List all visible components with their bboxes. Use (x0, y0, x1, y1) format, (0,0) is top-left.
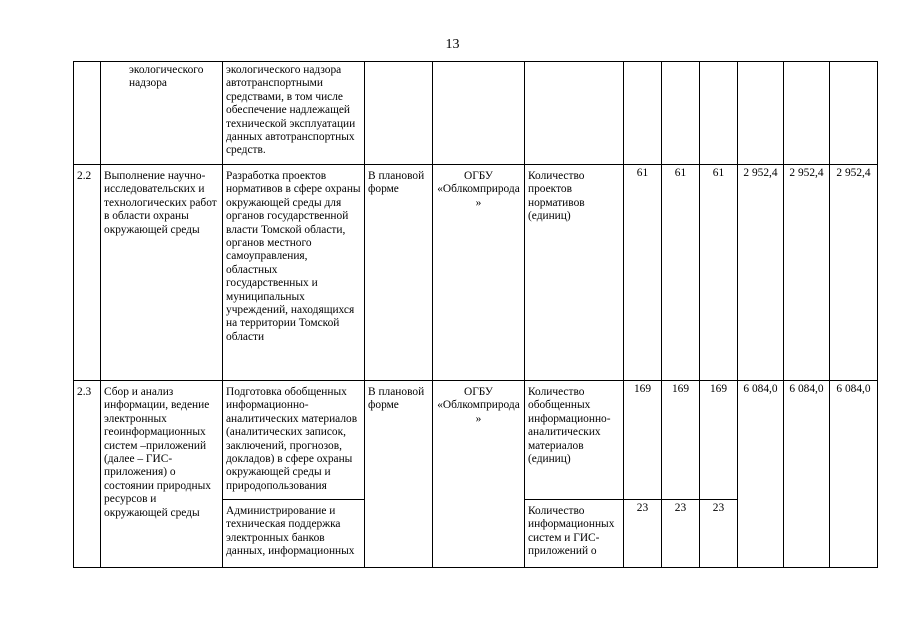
indicator-text-1: Количество обобщенных информационно-аналитических материалов (единиц) (525, 381, 624, 500)
indicator-value-3: 61 (700, 165, 738, 381)
table-row-continuation (74, 62, 878, 165)
indicator-value-3: 169 (700, 381, 738, 500)
task-name: Сбор и анализ информации, ведение электронных геоинформационных систем –приложений (далее – ГИС-приложения) о состоянии природных ресурсов и окружающей среды (101, 381, 223, 568)
indicator-value-2: 169 (662, 381, 700, 500)
funding-value-2: 2 952,4 (784, 165, 830, 381)
indicator-value-4: 23 (624, 500, 662, 568)
page-number: 13 (445, 37, 460, 52)
funding-value-2: 6 084,0 (784, 381, 830, 568)
activity-text-1: Подготовка обобщенных информационно-аналитических материалов (аналитических записок, заключений, прогнозов, докладов) в сфере охраны окружающей среды и природопользования (223, 381, 365, 500)
indicator-value-2: 61 (662, 165, 700, 381)
task-name: Выполнение научно-исследовательских и технологических работ в области охраны окружающей среды (101, 165, 223, 381)
indicator-value-1: 61 (624, 165, 662, 381)
executor: ОГБУ «Облкомприрода» (433, 165, 525, 381)
num-cell (74, 62, 101, 165)
funding-value-1: 2 952,4 (738, 165, 784, 381)
program-table (73, 61, 878, 568)
indicator-text: Количество проектов нормативов (единиц) (525, 165, 624, 381)
executor: ОГБУ «Облкомприрода» (433, 381, 525, 568)
task-name-cell (101, 62, 223, 165)
row-number: 2.2 (74, 165, 101, 381)
activity-cell (223, 62, 365, 165)
indicator-text-2: Количество информационных систем и ГИС-приложений о (525, 500, 624, 568)
work-form: В плановой форме (365, 165, 433, 381)
work-form: В плановой форме (365, 381, 433, 568)
indicator-value-6: 23 (700, 500, 738, 568)
table-row-2-3 (74, 381, 878, 500)
indicator-value-5: 23 (662, 500, 700, 568)
funding-value-1: 6 084,0 (738, 381, 784, 568)
activity-text: экологического надзора автотранспортными средствами, в том числе обеспечение надлежащей технической эксплуатации данных автотранспортных средств. (226, 64, 356, 157)
task-name: экологического надзора (129, 64, 204, 90)
indicator-value-1: 169 (624, 381, 662, 500)
activity-text: Разработка проектов нормативов в сфере охраны окружающей среды для органов государственной власти Томской области, органов местного самоуправления, областных государственных и муниципальных учреждений, находящихся на территории Томской области (223, 165, 365, 381)
row-number: 2.3 (74, 381, 101, 568)
table-row-2-2 (74, 165, 878, 381)
funding-value-3: 2 952,4 (830, 165, 878, 381)
funding-value-3: 6 084,0 (830, 381, 878, 568)
activity-text-2: Администрирование и техническая поддержка электронных банков данных, информационных (223, 500, 365, 568)
